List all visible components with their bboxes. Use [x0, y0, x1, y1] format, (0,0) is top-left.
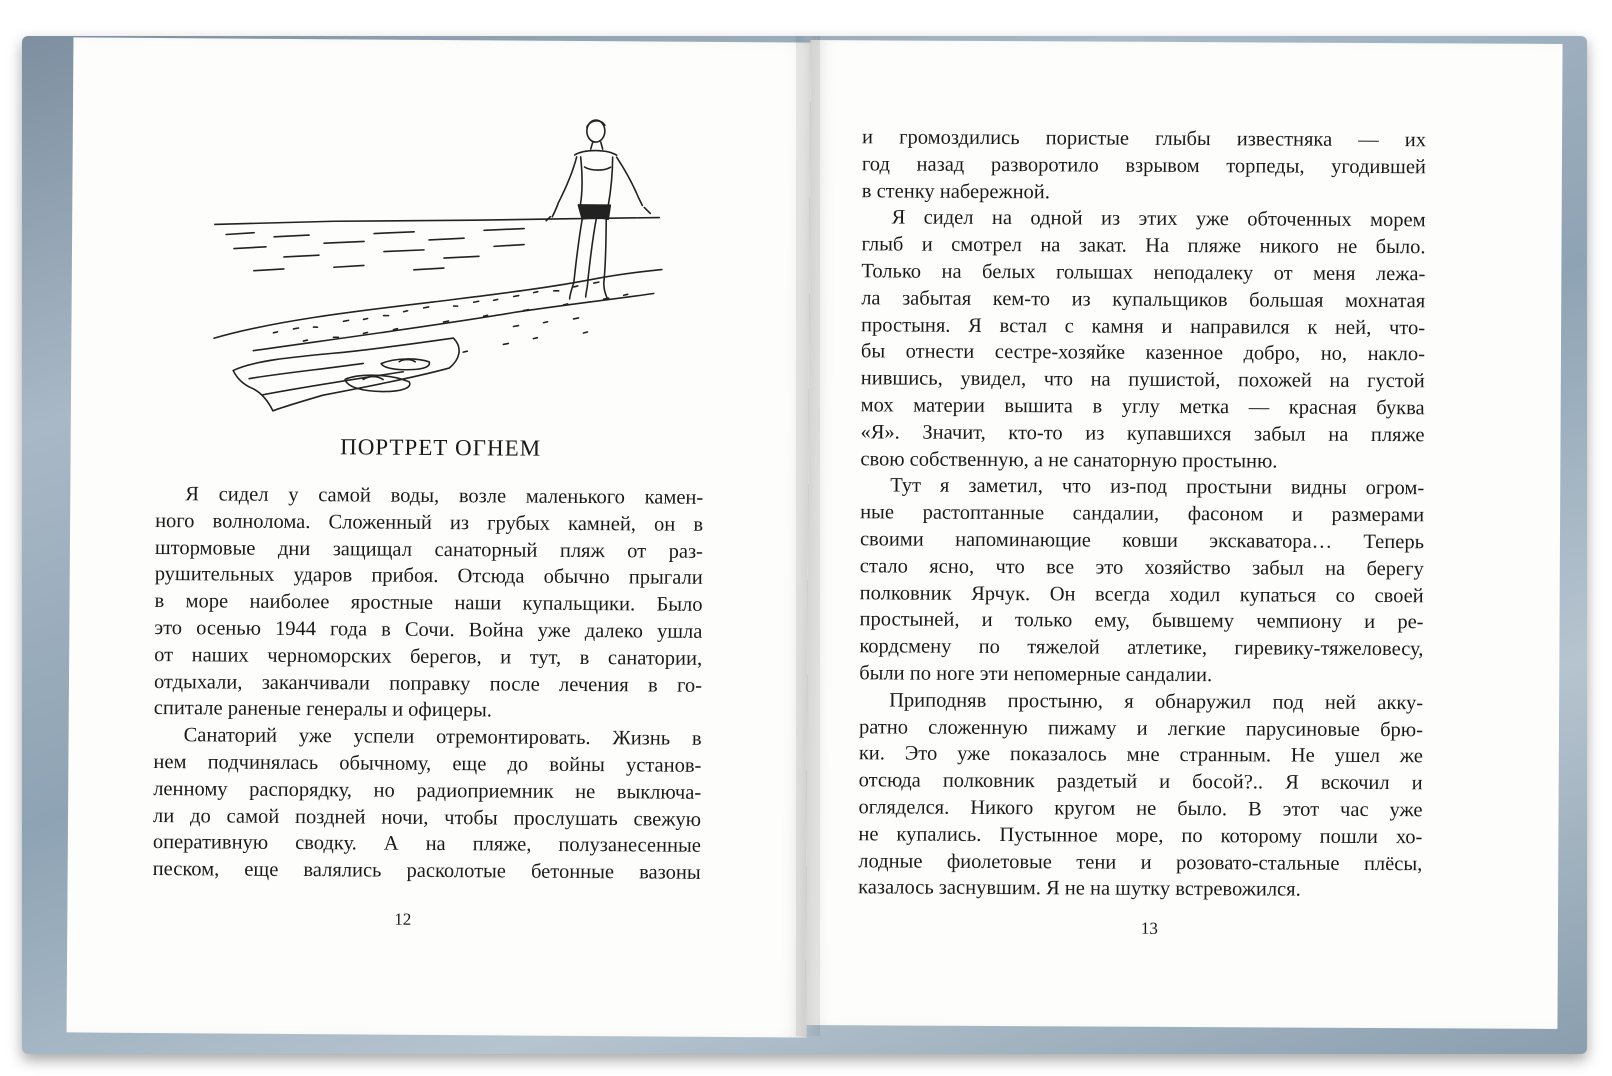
chapter-title: ПОРТРЕТ ОГНЕМ	[340, 434, 542, 461]
text-line: спитале раненые генералы и офицеры.	[153, 697, 493, 722]
text-line: свою собственную, а не санаторную простыню.	[860, 447, 1278, 473]
text-line: Санаторий уже успели отремонтировать. Жизнь в	[183, 724, 702, 751]
text-line: рушительных ударов прибоя. Отсюда обычно прыгали	[154, 563, 703, 590]
text-line: полковник Ярчук. Он всегда ходил купаться со своей	[859, 581, 1424, 607]
text-line: ратно сложенную пижаму и легкие парусиновые брю-	[858, 715, 1424, 741]
text-line: нем подчинялась обычному, еще до войны установ-	[153, 750, 702, 777]
text-line: огляделся. Никого кругом не было. В этот час уже	[858, 796, 1423, 822]
text-line: «Я». Значит, кто-то из купавшихся забыл на пляже	[860, 421, 1425, 447]
text-line: Только на белых голышах неподалеку от меня лежа-	[861, 260, 1426, 286]
text-line: ные растоптанные сандалии, фасоном и размерами	[860, 501, 1425, 527]
text-line: в стенку набережной.	[861, 179, 1050, 203]
text-line: год назад разворотило взрывом торпеды, угодившей	[861, 153, 1426, 179]
beach-man-illustration	[213, 110, 675, 423]
text-line: песком, еще валялись расколотые бетонные вазоны	[152, 858, 701, 884]
text-line: казалось заснувшим. Я не на шутку встревожился.	[858, 876, 1301, 901]
right-page-text	[858, 124, 1426, 904]
text-line: оперативную сводку. А на пляже, полузанесенные	[152, 831, 701, 858]
text-line: нившись, увидел, что на пушистой, похожей на густой	[860, 367, 1425, 393]
text-line: бы отнести сестре-хозяйке казенное добро, но, накло-	[860, 340, 1426, 366]
left-page-text	[153, 481, 704, 887]
text-line: ленному распорядку, но радиоприемник не выключа-	[153, 777, 702, 804]
text-line: были по ноге эти непомерные сандалии.	[859, 662, 1213, 687]
text-line: Я сидел у самой воды, возле маленького камен-	[185, 483, 704, 509]
text-line: ного волнолома. Сложенный из грубых камней, он в	[155, 509, 704, 536]
text-line: Тут я заметил, что из-под простыни видны огром-	[890, 474, 1425, 500]
text-line: своими напоминающие ковши экскаватора… Теперь	[859, 528, 1425, 554]
text-line: от наших черноморских берегов, и тут, в санатории,	[154, 643, 703, 670]
text-line: Я сидел на одной из этих уже обточенных морем	[891, 206, 1426, 232]
text-line: Приподняв простыню, я обнаружил под ней акку-	[889, 689, 1424, 714]
page-number: 13	[1140, 918, 1158, 938]
text-line: не купались. Пустынное море, по которому пошли хо-	[858, 823, 1423, 848]
text-line: ки. Это уже показалось мне странным. Не ушел же	[858, 742, 1423, 768]
text-line: отсюда полковник раздетый и босой?.. Я вскочил и	[858, 769, 1423, 795]
text-line: простыня. Я встал с камня и направился к ней, что-	[861, 313, 1426, 339]
text-line: кордсмену по тяжелой атлетике, гиревику-тяжеловесу,	[859, 635, 1424, 661]
text-line: штормовые дни защищал санаторный пляж от раз-	[154, 536, 703, 563]
right-page	[805, 40, 1562, 1029]
text-line: и громоздились пористые глыбы известняка — их	[862, 126, 1427, 152]
left-page	[67, 37, 814, 1037]
page-number: 12	[394, 909, 412, 929]
text-line: это осенью 1944 года в Сочи. Война уже далеко ушла	[154, 616, 703, 643]
text-line: лодные фиолетовые тени и розовато-стальные плёсы,	[858, 849, 1423, 875]
text-line: простыней, и только ему, бывшему чемпиону и ре-	[859, 608, 1424, 634]
book-gutter	[796, 36, 820, 1036]
text-line: ли до самой поздней ночи, чтобы прослушать свежую	[152, 804, 702, 831]
text-line: стало ясно, что все это хозяйство забыл на берегу	[859, 555, 1424, 581]
text-line: глыб и смотрел на закат. На пляже никого не было.	[861, 233, 1426, 259]
text-line: в море наиболее яростные наши купальщики. Было	[154, 590, 703, 617]
text-line: мох материи вышита в углу метка — красная буква	[860, 394, 1425, 420]
text-line: ла забытая кем-то из купальщиков большая мохнатая	[861, 287, 1426, 313]
text-line: отдыхали, заканчивали поправку после лечения в го-	[153, 670, 703, 697]
